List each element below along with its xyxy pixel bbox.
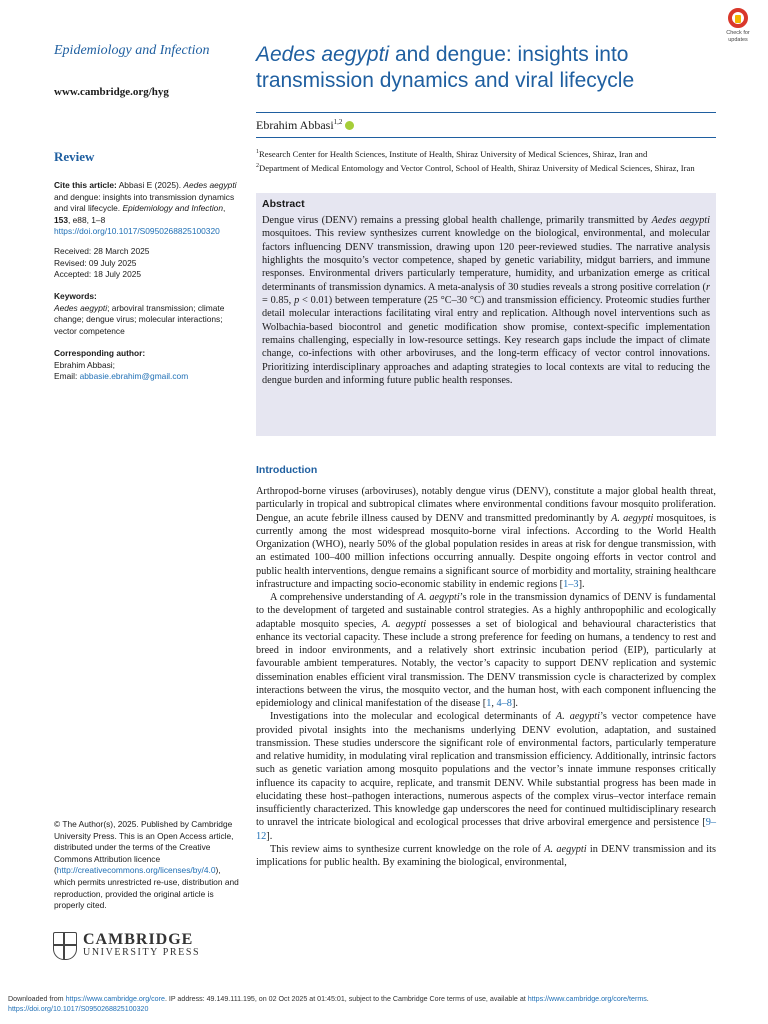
text-segment: in DENV transmission and its implications for public health. By examining the biological, environmental,	[256, 843, 716, 868]
citation-label: Cite this article:	[54, 180, 117, 190]
logo-line1: CAMBRIDGE	[83, 931, 194, 948]
abstract-segment: Dengue virus (DENV) remains a pressing global health challenge, primarily transmitted by	[262, 215, 652, 226]
reference-link[interactable]: 4–8	[496, 698, 512, 709]
check-for-updates-badge[interactable]	[716, 8, 760, 43]
title-divider	[256, 112, 716, 113]
text-segment: ,	[491, 698, 497, 709]
footer-text: Downloaded from	[8, 995, 66, 1003]
intro-paragraph-2	[256, 591, 716, 710]
text-segment: ’s role in the transmission dynamics of DENV is fundamental to the development of targeted and sustainable control strategies. As a highly anthropophilic and ecologically adaptable mosquito species,	[256, 592, 716, 630]
badge-line2: updates	[728, 36, 748, 43]
intro-paragraph-1	[256, 485, 716, 591]
affiliation-text: Department of Medical Entomology and Vector Control, School of Health, Shiraz University of Medical Sciences, Shiraz, Iran	[259, 162, 695, 173]
reference-link[interactable]: 1	[486, 698, 492, 709]
affiliations	[256, 146, 716, 174]
orcid-icon[interactable]	[345, 121, 354, 130]
introduction-heading: Introduction	[256, 464, 318, 476]
footer-terms-link[interactable]: https://www.cambridge.org/core/terms	[527, 995, 647, 1003]
download-footer	[8, 994, 768, 1014]
abstract-heading: Abstract	[262, 198, 305, 210]
reference-link[interactable]: 1–3	[563, 578, 579, 590]
corresponding-author-block	[54, 348, 240, 383]
keyword-italic: Aedes aegypti	[54, 302, 108, 313]
email-label: Email:	[54, 371, 80, 382]
abstract-italic: Aedes aegypti	[651, 215, 711, 226]
dates-block	[54, 246, 240, 281]
keywords-list: ; arboviral transmission; climate change; dengue virus; molecular interactions; vector competence	[54, 302, 225, 336]
text-segment: ].	[578, 578, 585, 590]
footer-text: .	[646, 995, 649, 1003]
footer-doi-link[interactable]: https://doi.org/10.1017/S0950268825100320	[8, 1005, 149, 1013]
received-date: Received: 28 March 2025	[54, 246, 150, 256]
article-type: Review	[54, 149, 95, 164]
abstract-segment: < 0.01) between temperature (25 °C–30 °C) and transmission efficiency. Proteomic studies further detail molecular interactions facilitating viral entry and replication. Although novel interventions such as Wolbachia-based biocontrol and genetic modification show promise, context-specific implementation remains challenging, especially in low-resource settings. Key research gaps include the impact of climate change, co-infections with other arboviruses, and the long-term efficacy of vector control innovations. Prioritizing interdisciplinary approaches and adapting strategies to local contexts are vital to reducing the dengue burden and informing future public health responses.	[262, 295, 710, 387]
text-segment: Investigations into the molecular and ecological determinants of	[270, 711, 556, 723]
affiliation-1	[256, 146, 716, 160]
citation-title-italic: Aedes aegypti	[183, 180, 237, 190]
cambridge-logo	[53, 932, 200, 960]
text-segment: ].	[511, 698, 518, 709]
affiliation-divider	[256, 137, 716, 138]
author-line	[256, 118, 354, 133]
text-segment: A comprehensive understanding of	[270, 592, 418, 603]
citation-text: , e88, 1–8	[67, 214, 106, 225]
article-title	[256, 42, 696, 94]
corresponding-name: Ebrahim Abbasi;	[54, 359, 115, 370]
title-italic: Aedes aegypti	[256, 43, 390, 66]
citation-text: ,	[223, 203, 226, 214]
license-block	[54, 819, 240, 912]
title-rest: and dengue: insights into transmission dynamics and viral lifecycle	[256, 43, 635, 92]
email-link[interactable]: abbasie.ebrahim@gmail.com	[79, 371, 189, 382]
author-name: Ebrahim Abbasi	[256, 118, 334, 132]
text-segment: mosquitoes, is currently among the most widespread mosquito-borne viral infections. According to the World Health Organization (WHO), nearly 50% of the global population resides in areas at risk for dengue transmission, with an estimated 100–400 million infections occurring annually. Despite ongoing efforts in vector control and public health interventions, dengue remains a significant source of morbidity and mortality, straining healthcare infrastructure and impacting socio-economic stability in endemic regions [	[256, 512, 717, 590]
citation-text: Abbasi E (2025).	[116, 180, 184, 190]
citation-block	[54, 180, 240, 238]
species-italic: A. aegypti	[544, 843, 587, 855]
accepted-date: Accepted: 18 July 2025	[54, 269, 142, 280]
logo-line2: UNIVERSITY PRESS	[83, 947, 201, 958]
species-italic: A. aegypti	[555, 711, 601, 723]
abstract-box	[256, 193, 716, 436]
keywords-label: Keywords:	[54, 291, 97, 301]
citation-volume: 153	[54, 214, 68, 225]
species-italic: A. aegypti	[611, 512, 654, 524]
journal-url[interactable]: www.cambridge.org/hyg	[54, 86, 169, 98]
abstract-segment: mosquitoes. This review synthesizes current knowledge on the biological, environmental, and molecular factors influencing DENV transmission, drawing upon 120 peer-reviewed studies. The narrative analysis highlights the mosquito’s vector competence, shaped by genetic variability, midgut barriers, and immune responses. Environmental drivers particularly temperature, humidity, and urbanization emerge as critical determinants of transmission dynamics. A meta-analysis of 30 studies reveals a strong positive correlation (	[262, 228, 710, 293]
citation-text: and dengue: insights into transmission dynamics and viral lifecycle.	[54, 191, 235, 214]
crest-icon	[53, 932, 77, 960]
abstract-segment: = 0.85,	[262, 295, 295, 307]
text-segment: possesses a set of biological and behavioural characteristics that enhance its vectorial capacity. These include a strong preference for feeding on humans, a tendency to rest and breed in indoor environments, and a relatively short extrinsic incubation period (EIP), particularly at favourable ambient temperatures. Notably, the vector’s capacity to support DENV replication and systemic dissemination enables efficient viral transmission. The DENV transmission cycle is characterized by complex interactions between the virus, the mosquito vector, and the human host, with each component influencing the epidemiology and clinical manifestation of the disease [	[256, 618, 717, 709]
author-affiliation-sup: 1,2	[333, 118, 343, 126]
intro-paragraph-4	[256, 843, 716, 870]
footer-text: . IP address: 49.149.111.195, on 02 Oct 2025 at 01:45:01, subject to the Cambridge Core terms of use, available at	[164, 995, 528, 1003]
journal-name: Epidemiology and Infection	[54, 43, 210, 58]
affiliation-sup: 2	[256, 162, 259, 169]
introduction-text	[256, 485, 716, 869]
abstract-italic: r	[705, 281, 710, 293]
citation-journal: Epidemiology and Infection	[122, 203, 224, 214]
license-link[interactable]: http://creativecommons.org/licenses/by/4.0	[56, 865, 216, 876]
text-segment: ’s vector competence have provided pivotal insights into the mechanisms underlying DENV evolution, adaptation, and sustained transmission. These studies underscore the significant role of environmental factors, particularly temperature and relative humidity, in modulating viral replication and transmission efficiency. Additionally, intrinsic factors such as genetic variation among mosquito populations and the vector’s innate immune responses critically influence its capacity to acquire, replicate, and transmit DENV. While substantial progress has been made in elucidating these host–pathogen interactions, numerous aspects of the complex virus–vector interface remain insufficiently characterized. This knowledge gap underscores the need for continued multidisciplinary research to unravel the intricate biological and ecological processes that drive arboviral emergence and persistence [	[256, 711, 716, 829]
affiliation-2	[256, 160, 716, 174]
license-text: © The Author(s), 2025. Published by Cambridge University Press. This is an Open Access article, distributed under the terms of the Creative Commons Attribution licence (	[54, 819, 234, 876]
abstract-text	[262, 214, 710, 387]
reference-link[interactable]: 9–12	[256, 817, 716, 842]
text-segment: Arthropod-borne viruses (arboviruses), notably dengue virus (DENV), constitute a major global health threat, particularly in tropical and subtropical climates where environmental conditions favour mosquito proliferation. Dengue, an acute febrile illness caused by DENV and transmitted predominantly by	[256, 486, 716, 524]
abstract-italic: p	[294, 295, 300, 307]
footer-core-link[interactable]: https://www.cambridge.org/core	[65, 995, 165, 1003]
revised-date: Revised: 09 July 2025	[54, 257, 137, 268]
species-italic: A. aegypti	[417, 592, 460, 603]
text-segment: This review aims to synthesize current knowledge on the role of	[270, 843, 545, 855]
badge-line1: Check for	[726, 30, 750, 36]
corresponding-label: Corresponding author:	[54, 348, 146, 358]
text-segment: ].	[266, 830, 273, 842]
intro-paragraph-3	[256, 710, 716, 843]
keywords-block	[54, 291, 240, 337]
citation-doi-link[interactable]: https://doi.org/10.1017/S0950268825100320	[54, 226, 220, 237]
crossmark-icon	[728, 8, 748, 28]
species-italic: A. aegypti	[381, 618, 427, 630]
affiliation-sup: 1	[256, 149, 259, 155]
affiliation-text: Research Center for Health Sciences, Institute of Health, Shiraz University of Medical Sciences, Shiraz, Iran and	[259, 148, 648, 159]
license-text: ), which permits unrestricted re-use, distribution and reproduction, provided the original article is properly cited.	[54, 865, 239, 911]
